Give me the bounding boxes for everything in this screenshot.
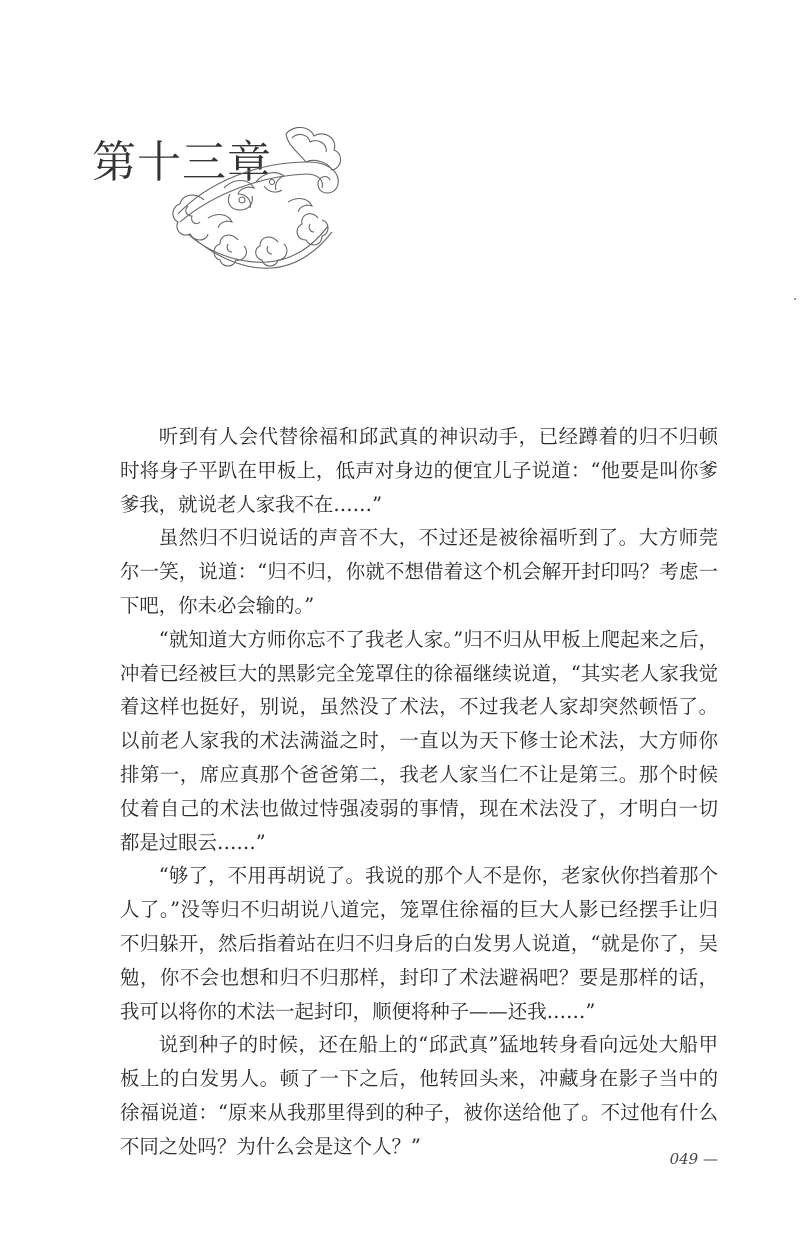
cloud-dragon-ornament: [168, 122, 348, 282]
chapter-body: [120, 420, 718, 1164]
page-number: 049 —: [669, 1150, 718, 1168]
paragraph: “就知道大方师你忘不了我老人家。”归不归从甲板上爬起来之后，冲着已经被巨大的黑影完全笼罩住的徐福继续说道，“其实老人家我觉着这样也挺好，别说，虽然没了术法，不过我老人家却突然顿悟了。以前老人家我的术法满溢之时，一直以为天下修士论术法，大方师你排第一，席应真那个爸爸第二，我老人家当仁不让是第三。那个时候仗着自己的术法也做过恃强凌弱的事情，现在术法没了，才明白一切都是过眼云……”: [120, 627, 718, 854]
chapter-title: 第十三章: [92, 137, 272, 188]
scan-speck: [794, 298, 796, 300]
paragraph: 说到种子的时候，还在船上的“邱武真”猛地转身看向远处大船甲板上的白发男人。顿了一下之后，他转回头来，冲藏身在影子当中的徐福说道：“原来从我那里得到的种子，被你送给他了。不过他有什么不同之处吗？为什么会是这个人？”: [120, 1033, 718, 1158]
paragraph: 听到有人会代替徐福和邱武真的神识动手，已经蹲着的归不归顿时将身子平趴在甲板上，低声对身边的便宜儿子说道：“他要是叫你爹爹我，就说老人家我不在……”: [120, 425, 718, 516]
paragraph: “够了，不用再胡说了。我说的那个人不是你，老家伙你挡着那个人了。”没等归不归胡说八道完，笼罩住徐福的巨大人影已经摆手让归不归躲开，然后指着站在归不归身后的白发男人说道，“就是你了，吴勉，你不会也想和归不归那样，封印了术法避祸吧？要是那样的话，我可以将你的术法一起封印，顺便将种子——还我……”: [120, 864, 718, 1023]
paragraph: 虽然归不归说话的声音不大，不过还是被徐福听到了。大方师莞尔一笑，说道：“归不归，你就不想借着这个机会解开封印吗？考虑一下吧，你未必会输的。”: [120, 526, 718, 617]
